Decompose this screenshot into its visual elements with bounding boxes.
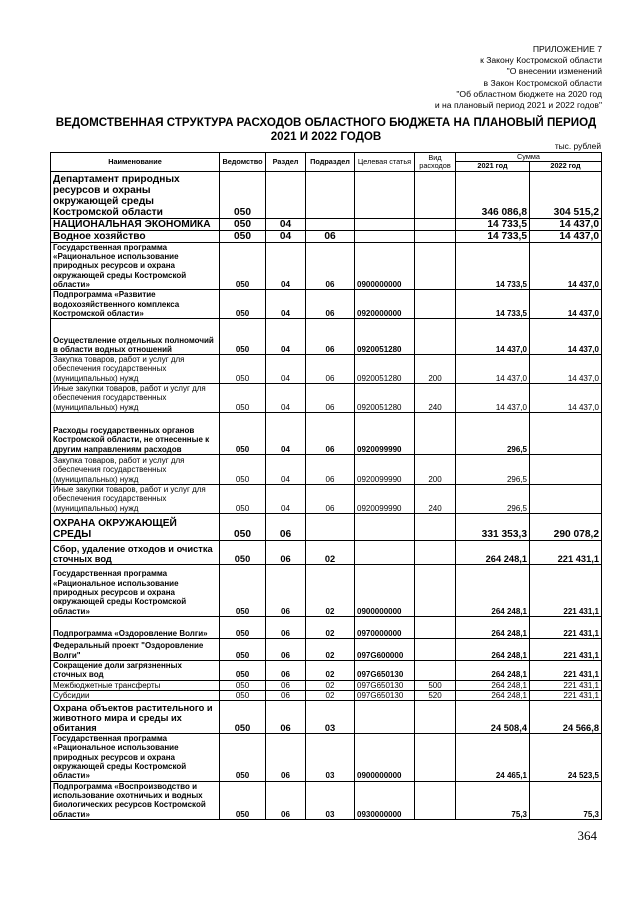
row-subsection: 06 — [306, 454, 355, 484]
row-value-2021: 14 437,0 — [456, 355, 530, 384]
table-row — [51, 290, 602, 319]
unit-label: тыс. рублей — [554, 141, 601, 151]
row-value-2022: 14 437,0 — [530, 355, 602, 384]
row-section: 04 — [266, 319, 306, 355]
row-type — [415, 660, 456, 680]
row-target — [355, 701, 415, 734]
row-target — [355, 540, 415, 564]
row-value-2022: 304 515,2 — [530, 171, 602, 218]
row-type — [415, 513, 456, 540]
row-type — [415, 171, 456, 218]
row-value-2022: 221 431,1 — [530, 616, 602, 638]
row-name: Иные закупки товаров, работ и услуг для обеспечения государственных (муниципальных) нужд — [51, 384, 220, 413]
row-name: Осуществление отдельных полномочий в области водных отношений — [51, 319, 220, 355]
row-dept: 050 — [220, 564, 266, 616]
row-type: 240 — [415, 484, 456, 513]
row-value-2022: 14 437,0 — [530, 218, 602, 230]
row-value-2021: 264 248,1 — [456, 564, 530, 616]
row-name: ОХРАНА ОКРУЖАЮЩЕЙ СРЕДЫ — [51, 513, 220, 540]
row-type — [415, 701, 456, 734]
row-name: Закупка товаров, работ и услуг для обеспечения государственных (муниципальных) нужд — [51, 454, 220, 484]
row-value-2021: 24 508,4 — [456, 701, 530, 734]
row-subsection: 02 — [306, 680, 355, 690]
row-subsection: 06 — [306, 355, 355, 384]
row-subsection: 06 — [306, 242, 355, 289]
row-name: Межбюджетные трансферты — [51, 680, 220, 690]
row-type — [415, 230, 456, 242]
row-name: Сбор, удаление отходов и очистка сточных вод — [51, 540, 220, 564]
row-value-2022 — [530, 412, 602, 454]
row-section: 04 — [266, 290, 306, 319]
appendix-header — [342, 44, 602, 111]
row-section: 06 — [266, 564, 306, 616]
row-section: 06 — [266, 734, 306, 781]
row-value-2021: 14 733,5 — [456, 290, 530, 319]
header-type: Вид расходов — [415, 153, 456, 172]
header-sum: Сумма — [456, 153, 602, 162]
header-dept: Ведомство — [220, 153, 266, 172]
row-name: Подпрограмма «Оздоровление Волги» — [51, 616, 220, 638]
row-target: 0900000000 — [355, 242, 415, 289]
row-value-2021: 264 248,1 — [456, 638, 530, 660]
row-value-2021: 14 733,5 — [456, 218, 530, 230]
row-subsection: 03 — [306, 734, 355, 781]
row-name: Охрана объектов растительного и животного мира и среды их обитания — [51, 701, 220, 734]
row-value-2022: 14 437,0 — [530, 230, 602, 242]
row-value-2022: 14 437,0 — [530, 319, 602, 355]
row-section: 04 — [266, 218, 306, 230]
row-section: 04 — [266, 242, 306, 289]
row-dept: 050 — [220, 230, 266, 242]
table-row — [51, 660, 602, 680]
row-dept: 050 — [220, 540, 266, 564]
row-type: 520 — [415, 690, 456, 700]
row-name: Подпрограмма «Воспроизводство и использование охотничьих и водных биологических ресурсов Костромской области» — [51, 781, 220, 819]
row-type: 200 — [415, 454, 456, 484]
table-row — [51, 171, 602, 218]
row-target: 0920000000 — [355, 290, 415, 319]
row-dept: 050 — [220, 638, 266, 660]
table-row — [51, 218, 602, 230]
row-dept: 050 — [220, 616, 266, 638]
row-dept: 050 — [220, 454, 266, 484]
row-target: 0920099990 — [355, 484, 415, 513]
table-row — [51, 230, 602, 242]
table-row — [51, 319, 602, 355]
row-subsection: 02 — [306, 540, 355, 564]
row-subsection: 06 — [306, 484, 355, 513]
row-target: 097G650130 — [355, 660, 415, 680]
row-type — [415, 218, 456, 230]
document-title: ВЕДОМСТВЕННАЯ СТРУКТУРА РАСХОДОВ ОБЛАСТНОГО БЮДЖЕТА НА ПЛАНОВЫЙ ПЕРИОД 2021 И 2022 ГОДОВ — [55, 116, 597, 143]
row-name: Водное хозяйство — [51, 230, 220, 242]
row-target — [355, 513, 415, 540]
row-type — [415, 638, 456, 660]
row-name: Государственная программа «Рациональное использование природных ресурсов и охрана окружающей среды Костромской области» — [51, 734, 220, 781]
row-dept: 050 — [220, 355, 266, 384]
row-section: 06 — [266, 513, 306, 540]
row-target — [355, 171, 415, 218]
row-type: 240 — [415, 384, 456, 413]
row-dept: 050 — [220, 290, 266, 319]
row-dept: 050 — [220, 218, 266, 230]
row-value-2021: 264 248,1 — [456, 616, 530, 638]
appendix-line: к Закону Костромской области — [480, 55, 602, 66]
row-subsection — [306, 513, 355, 540]
budget-table — [50, 152, 602, 820]
row-name: Государственная программа «Рациональное использование природных ресурсов и охрана окружающей среды Костромской области» — [51, 564, 220, 616]
row-value-2021: 14 733,5 — [456, 242, 530, 289]
table-row — [51, 564, 602, 616]
row-value-2021: 14 437,0 — [456, 384, 530, 413]
row-name: Федеральный проект "Оздоровление Волги" — [51, 638, 220, 660]
row-value-2022: 221 431,1 — [530, 680, 602, 690]
row-value-2022: 14 437,0 — [530, 242, 602, 289]
table-row — [51, 384, 602, 413]
header-2022: 2022 год — [530, 162, 602, 171]
table-row — [51, 484, 602, 513]
table-row — [51, 701, 602, 734]
row-value-2022: 221 431,1 — [530, 660, 602, 680]
row-value-2021: 14 437,0 — [456, 319, 530, 355]
row-target — [355, 230, 415, 242]
row-value-2021: 331 353,3 — [456, 513, 530, 540]
row-type — [415, 319, 456, 355]
row-dept: 050 — [220, 734, 266, 781]
row-target: 0900000000 — [355, 734, 415, 781]
row-subsection: 02 — [306, 690, 355, 700]
header-section: Раздел — [266, 153, 306, 172]
row-target: 0900000000 — [355, 564, 415, 616]
row-target: 0920099990 — [355, 412, 415, 454]
row-subsection — [306, 218, 355, 230]
row-value-2021: 264 248,1 — [456, 680, 530, 690]
row-dept: 050 — [220, 690, 266, 700]
row-value-2021: 264 248,1 — [456, 540, 530, 564]
row-section: 06 — [266, 690, 306, 700]
row-dept: 050 — [220, 319, 266, 355]
row-dept: 050 — [220, 412, 266, 454]
row-target: 0970000000 — [355, 616, 415, 638]
table-row — [51, 513, 602, 540]
row-section — [266, 171, 306, 218]
row-subsection — [306, 171, 355, 218]
row-type — [415, 734, 456, 781]
row-value-2021: 264 248,1 — [456, 660, 530, 680]
row-name: НАЦИОНАЛЬНАЯ ЭКОНОМИКА — [51, 218, 220, 230]
table-row — [51, 355, 602, 384]
row-dept: 050 — [220, 513, 266, 540]
row-value-2022: 221 431,1 — [530, 564, 602, 616]
appendix-line: "Об областном бюджете на 2020 год — [456, 88, 602, 99]
table-body — [51, 171, 602, 819]
row-type — [415, 781, 456, 819]
row-target: 0930000000 — [355, 781, 415, 819]
row-subsection: 06 — [306, 230, 355, 242]
row-value-2021: 14 733,5 — [456, 230, 530, 242]
row-type — [415, 290, 456, 319]
row-value-2021: 24 465,1 — [456, 734, 530, 781]
header-target: Целевая статья — [355, 153, 415, 172]
row-target: 097G650130 — [355, 690, 415, 700]
row-type — [415, 564, 456, 616]
row-dept: 050 — [220, 484, 266, 513]
row-section: 06 — [266, 638, 306, 660]
table-row — [51, 616, 602, 638]
row-target: 0920099990 — [355, 454, 415, 484]
row-subsection: 06 — [306, 290, 355, 319]
table-row — [51, 690, 602, 700]
row-dept: 050 — [220, 781, 266, 819]
row-value-2021: 296,5 — [456, 412, 530, 454]
row-name: Департамент природных ресурсов и охраны окружающей среды Костромской области — [51, 171, 220, 218]
row-name: Подпрограмма «Развитие водохозяйственного комплекса Костромской области» — [51, 290, 220, 319]
row-target: 0920051280 — [355, 384, 415, 413]
row-value-2022: 14 437,0 — [530, 384, 602, 413]
row-subsection: 03 — [306, 781, 355, 819]
row-value-2021: 264 248,1 — [456, 690, 530, 700]
page-number: 364 — [577, 828, 597, 843]
row-section: 06 — [266, 701, 306, 734]
row-value-2022: 290 078,2 — [530, 513, 602, 540]
row-dept: 050 — [220, 242, 266, 289]
row-target: 097G650130 — [355, 680, 415, 690]
row-subsection: 03 — [306, 701, 355, 734]
row-subsection: 06 — [306, 319, 355, 355]
table-row — [51, 540, 602, 564]
row-subsection: 06 — [306, 384, 355, 413]
row-section: 06 — [266, 616, 306, 638]
appendix-line: в Закон Костромской области — [483, 77, 602, 88]
row-type — [415, 242, 456, 289]
row-value-2022: 24 566,8 — [530, 701, 602, 734]
row-section: 04 — [266, 230, 306, 242]
table-row — [51, 454, 602, 484]
row-section: 06 — [266, 540, 306, 564]
table-row — [51, 412, 602, 454]
header-2021: 2021 год — [456, 162, 530, 171]
row-subsection: 06 — [306, 412, 355, 454]
row-value-2021: 296,5 — [456, 484, 530, 513]
row-target: 0920051280 — [355, 355, 415, 384]
row-value-2022: 221 431,1 — [530, 690, 602, 700]
row-dept: 050 — [220, 701, 266, 734]
row-subsection: 02 — [306, 564, 355, 616]
appendix-line: ПРИЛОЖЕНИЕ 7 — [532, 44, 602, 54]
row-section: 04 — [266, 412, 306, 454]
row-value-2022: 75,3 — [530, 781, 602, 819]
row-target — [355, 218, 415, 230]
row-section: 04 — [266, 355, 306, 384]
table-row — [51, 242, 602, 289]
table-row — [51, 638, 602, 660]
row-value-2022: 14 437,0 — [530, 290, 602, 319]
row-value-2022: 221 431,1 — [530, 638, 602, 660]
row-target: 097G600000 — [355, 638, 415, 660]
row-subsection: 02 — [306, 660, 355, 680]
row-value-2022: 221 431,1 — [530, 540, 602, 564]
row-type — [415, 412, 456, 454]
row-dept: 050 — [220, 171, 266, 218]
row-name: Иные закупки товаров, работ и услуг для обеспечения государственных (муниципальных) нужд — [51, 484, 220, 513]
row-type: 200 — [415, 355, 456, 384]
row-section: 06 — [266, 680, 306, 690]
row-name: Субсидии — [51, 690, 220, 700]
header-name: Наименование — [51, 153, 220, 172]
appendix-line: и на плановый период 2021 и 2022 годов" — [434, 100, 602, 111]
row-value-2022 — [530, 484, 602, 513]
row-dept: 050 — [220, 680, 266, 690]
table-row — [51, 734, 602, 781]
row-section: 06 — [266, 660, 306, 680]
row-dept: 050 — [220, 384, 266, 413]
row-value-2022: 24 523,5 — [530, 734, 602, 781]
row-name: Закупка товаров, работ и услуг для обеспечения государственных (муниципальных) нужд — [51, 355, 220, 384]
row-subsection: 02 — [306, 638, 355, 660]
row-dept: 050 — [220, 660, 266, 680]
row-section: 04 — [266, 384, 306, 413]
table-row — [51, 680, 602, 690]
row-name: Расходы государственных органов Костромской области, не отнесенные к другим направлениям расходов — [51, 412, 220, 454]
row-name: Государственная программа «Рациональное использование природных ресурсов и охрана окружающей среды Костромской области» — [51, 242, 220, 289]
row-section: 04 — [266, 454, 306, 484]
row-value-2021: 75,3 — [456, 781, 530, 819]
row-type — [415, 616, 456, 638]
row-section: 06 — [266, 781, 306, 819]
row-value-2021: 296,5 — [456, 454, 530, 484]
row-value-2022 — [530, 454, 602, 484]
row-type — [415, 540, 456, 564]
table-row — [51, 781, 602, 819]
row-subsection: 02 — [306, 616, 355, 638]
row-value-2021: 346 086,8 — [456, 171, 530, 218]
header-subsection: Подраздел — [306, 153, 355, 172]
appendix-line: "О внесении изменений — [506, 66, 602, 77]
row-name: Сокращение доли загрязненных сточных вод — [51, 660, 220, 680]
row-type: 500 — [415, 680, 456, 690]
row-target: 0920051280 — [355, 319, 415, 355]
row-section: 04 — [266, 484, 306, 513]
